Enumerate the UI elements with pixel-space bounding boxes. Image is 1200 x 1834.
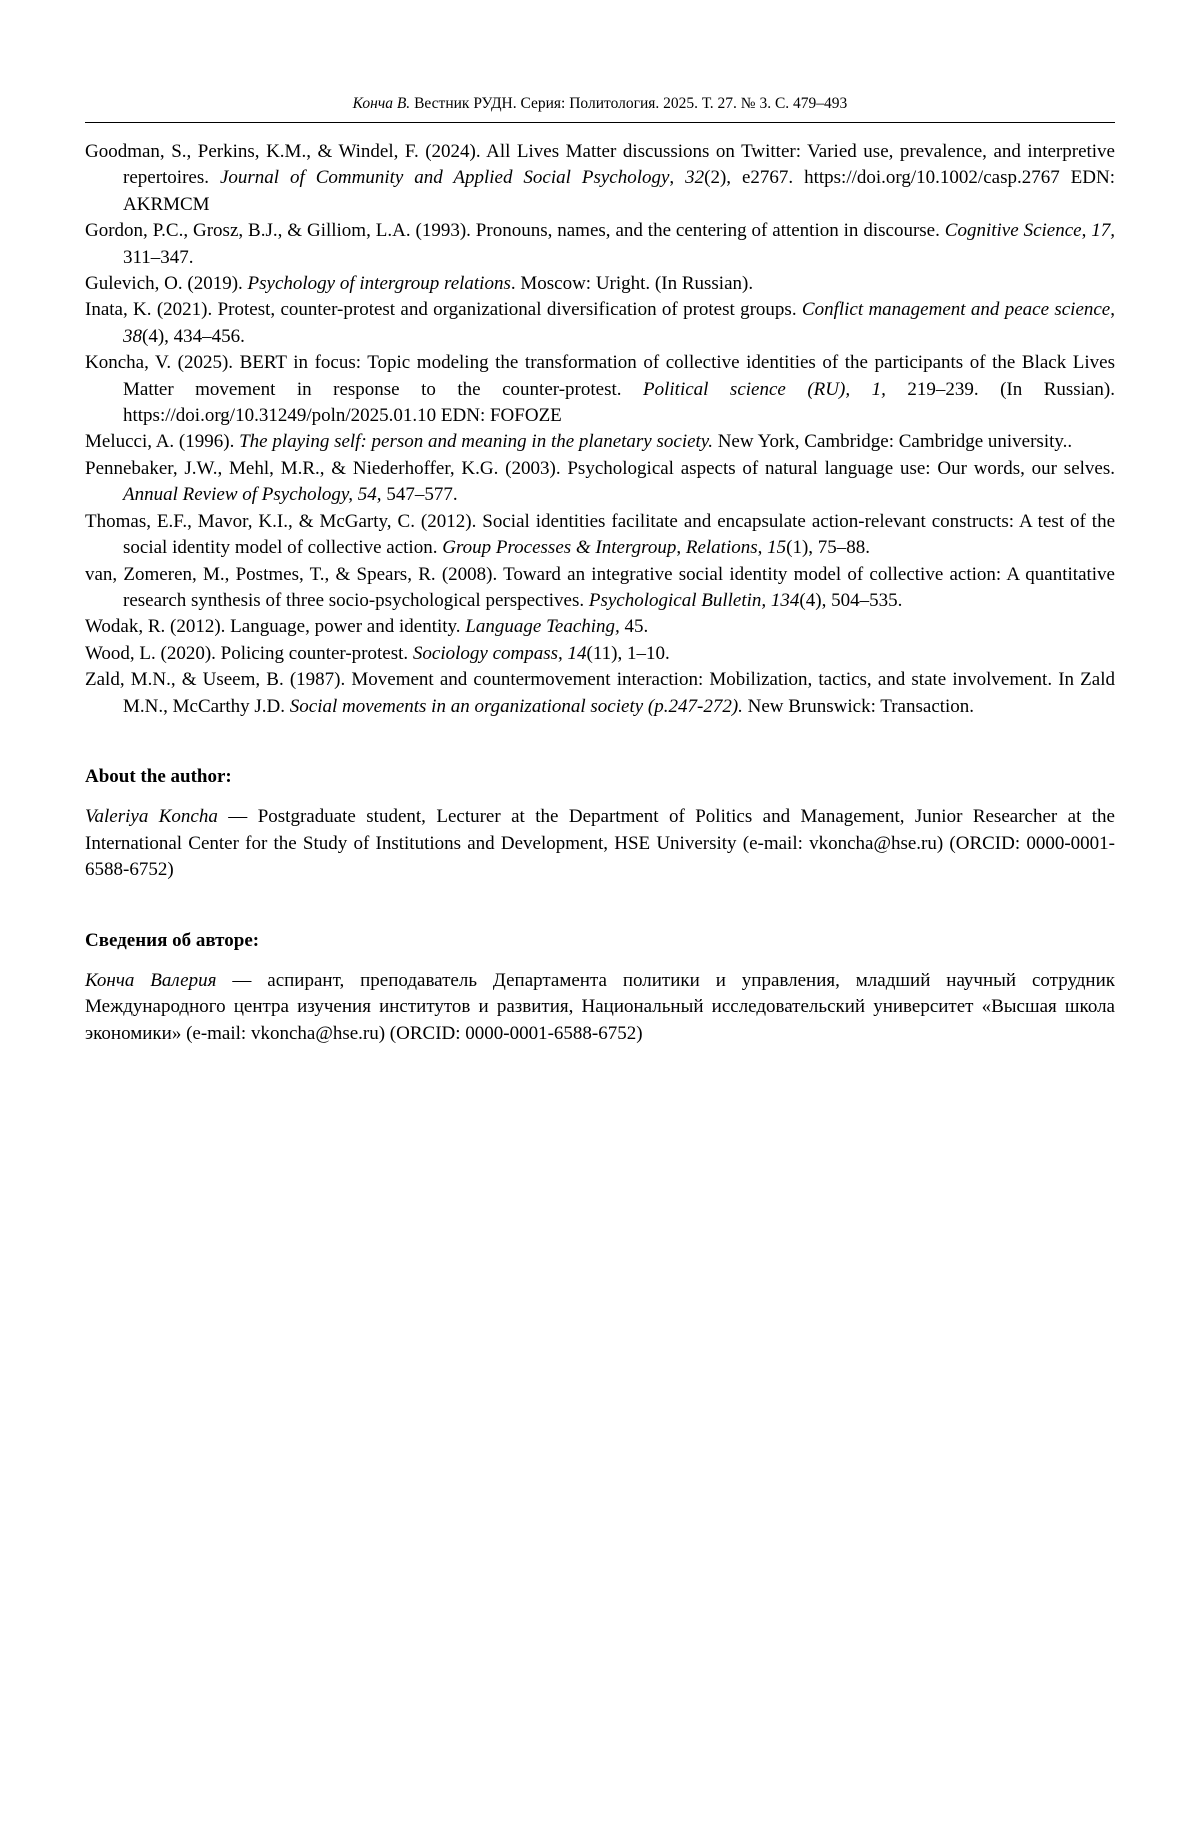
text-segment: Melucci, A. (1996). — [85, 431, 240, 453]
text-segment: 17, — [1091, 220, 1116, 242]
text-segment: 547–577. — [381, 484, 458, 506]
reference-item — [85, 429, 1115, 455]
text-segment: 32 — [685, 167, 705, 189]
author-bio-en — [85, 804, 1115, 883]
author-bio-ru — [85, 968, 1115, 1047]
text-segment: Psychological Bulletin, 134 — [588, 589, 800, 611]
text-segment: , — [676, 537, 686, 559]
text-segment: , — [1081, 220, 1092, 242]
text-segment: Sociology compass, 14 — [412, 642, 587, 664]
reference-item — [85, 509, 1115, 562]
text-segment: Вестник РУДН. Серия: Политология. 2025. Т. 27. № 3. С. 479–493 — [410, 95, 848, 112]
text-segment: Social movements in an organizational society (p.247-272). — [289, 695, 743, 717]
text-segment: 15 — [767, 537, 787, 559]
reference-item — [85, 667, 1115, 720]
reference-item — [85, 562, 1115, 615]
references-list — [85, 139, 1115, 720]
text-segment: 219–239. (In Russian). https://doi.org/10.31249/poln/2025.01.10 EDN: FOFOZE — [123, 378, 1115, 427]
text-segment: Psychology of intergroup relations — [247, 273, 511, 295]
text-segment: (4), 434–456. — [142, 325, 245, 347]
text-segment: Конча В. — [352, 95, 411, 112]
reference-item — [85, 456, 1115, 509]
text-segment: , — [757, 537, 768, 559]
text-segment: Inata, K. (2021). Protest, counter-protest and organizational diversification of protest groups. — [85, 299, 802, 321]
text-segment: New Brunswick: Transaction. — [742, 695, 975, 717]
text-segment: Wood, L. (2020). Policing counter-protest. — [85, 642, 413, 664]
text-segment: The playing self: person and meaning in the planetary society. — [239, 431, 713, 453]
text-segment: Valeriya Koncha — [85, 806, 218, 828]
reference-item — [85, 139, 1115, 218]
text-segment: Annual Review of Psychology, 54, — [123, 484, 382, 506]
text-segment: Wodak, R. (2012). Language, power and identity. — [85, 616, 466, 638]
journal-header — [85, 95, 1115, 122]
text-segment: Gulevich, O. (2019). — [85, 273, 248, 295]
text-segment: Cognitive Science — [944, 220, 1082, 242]
reference-item — [85, 350, 1115, 429]
text-segment: (1), 75–88. — [786, 537, 871, 559]
text-segment: Journal of Community and Applied Social Psychology — [219, 167, 670, 189]
text-segment: , — [669, 167, 686, 189]
text-segment: Language Teaching, — [465, 616, 620, 638]
reference-item — [85, 218, 1115, 271]
section-heading-about-author-ru: Сведения об авторе: — [85, 929, 260, 951]
text-segment: Zald, M.N., & Useem, B. (1987). Movement and countermovement interaction: Mobilization, tactics, and state involvement. In Zald M.N., McCarthy J.D. — [85, 669, 1115, 717]
text-segment: Goodman, S., Perkins, K.M., & Windel, F. (2024). All Lives Matter discussions on Twitter: Varied use, prevalence, and interpretive repertoires. — [85, 141, 1115, 189]
text-segment: (2), e2767. https://doi.org/10.1002/casp.2767 EDN: AKRMCM — [123, 167, 1115, 215]
reference-item — [85, 641, 1115, 667]
text-segment: Pennebaker, J.W., Mehl, M.R., & Niederhoffer, K.G. (2003). Psychological aspects of natural language use: Our words, our selves. — [85, 457, 1115, 479]
reference-item — [85, 297, 1115, 350]
text-segment: . Moscow: Uright. (In Russian). — [510, 273, 754, 295]
text-segment: — аспирант, преподаватель Департамента политики и управления, младший научный сотрудник Международного центра изучения институтов и развития, Национальный исследовательский университет «Высшая школа экономики» (e-mail: vkoncha@hse.ru) (ORCID: 0000-0001-6588-6752) — [85, 969, 1115, 1044]
text-segment: Relations — [685, 537, 758, 559]
reference-item — [85, 614, 1115, 640]
text-segment: — Postgraduate student, Lecturer at the Department of Politics and Management, Junior Researcher at the International Center for the Study of Institutions and Development, HSE University (e-mail: vkoncha@hse.ru) (ORCID: 0000-0001-6588-6752) — [85, 806, 1115, 881]
text-segment: 311–347. — [123, 246, 194, 268]
reference-item — [85, 271, 1115, 297]
text-segment: van, Zomeren, M., Postmes, T., & Spears, R. (2008). Toward an integrative social identity model of collective action: A quantitative research synthesis of three socio-psychological perspectives. — [85, 563, 1115, 611]
text-segment: (11), 1–10. — [586, 642, 670, 664]
text-segment: Political science (RU), 1, — [643, 378, 886, 400]
text-segment: New York, Cambridge: Cambridge university.. — [712, 431, 1073, 453]
text-segment: Gordon, P.C., Grosz, B.J., & Gilliom, L.A. (1993). Pronouns, names, and the centering of attention in discourse. — [85, 220, 945, 242]
text-segment: 38 — [123, 325, 142, 347]
text-segment: Конча Валерия — [85, 969, 217, 991]
text-segment: 45. — [619, 616, 649, 638]
text-segment: Thomas, E.F., Mavor, K.I., & McGarty, C. (2012). Social identities facilitate and encapsulate action-relevant constructs: A test of the social identity model of collective action. — [85, 510, 1115, 559]
section-heading-about-author-en: About the author: — [85, 765, 232, 787]
text-segment: Group Processes & Intergroup — [442, 537, 677, 559]
header-divider — [85, 122, 1115, 123]
text-segment: (4), 504–535. — [799, 589, 903, 611]
text-segment: , — [1110, 299, 1115, 321]
text-segment: Conflict management and peace science — [801, 299, 1111, 321]
text-segment: Koncha, V. (2025). BERT in focus: Topic modeling the transformation of collective identities of the participants of the Black Lives Matter movement in response to the counter-protest. — [85, 352, 1115, 400]
